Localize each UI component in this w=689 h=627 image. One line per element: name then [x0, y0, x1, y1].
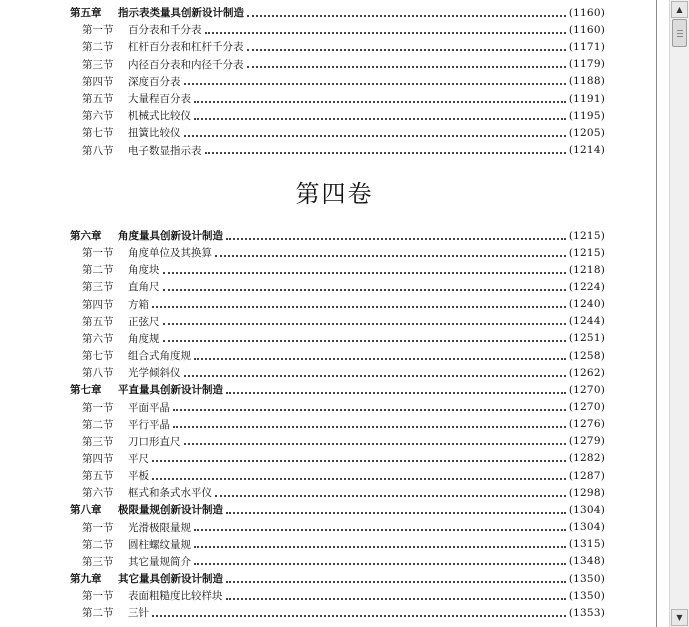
dot-leader: [205, 142, 566, 154]
toc-section-entry[interactable]: [82, 73, 605, 90]
toc-entry-number: 第五章: [70, 7, 102, 19]
arrow-down-icon: ▼: [676, 613, 683, 622]
toc-chapter-entry[interactable]: [70, 227, 605, 244]
toc-section-entry[interactable]: [82, 347, 605, 364]
scroll-thumb[interactable]: [672, 19, 687, 47]
toc-entry-title: 角度块: [128, 264, 160, 277]
toc-entry-title: 平直量具创新设计制造: [118, 384, 223, 397]
dot-leader: [215, 245, 566, 257]
toc-entry-title: 其它量规简介: [128, 555, 191, 568]
toc-entry-number: 第三节: [82, 58, 114, 71]
toc-section-entry[interactable]: [82, 553, 605, 570]
toc-entry-title: 平尺: [128, 452, 149, 465]
dot-leader: [173, 399, 566, 411]
dot-leader: [194, 553, 566, 565]
volume-title: 第四卷: [295, 180, 374, 208]
toc-entry-title: 电子数显指示表: [128, 144, 202, 157]
toc-entry-number: 第三节: [82, 281, 114, 294]
toc-entry-number: 第一节: [82, 401, 114, 414]
toc-entry-title: 光学倾斜仪: [128, 367, 181, 380]
toc-section-entry[interactable]: [82, 604, 605, 621]
toc-entry-page: (1195): [568, 109, 605, 122]
toc-entry-title: 百分表和千分表: [128, 24, 202, 37]
dot-leader: [247, 56, 566, 68]
toc-entry-title: 机械式比较仪: [128, 110, 191, 123]
toc-entry-title: 光滑极限量规: [128, 521, 191, 534]
toc-entry-page: (1191): [568, 92, 605, 105]
toc-section-entry[interactable]: [82, 433, 605, 450]
toc-entry-title: 刀口形直尺: [128, 435, 181, 448]
dot-leader: [215, 485, 566, 497]
toc-entry-page: (1270): [568, 401, 605, 413]
toc-entry-title: 直角尺: [128, 281, 160, 294]
toc-section-entry[interactable]: [82, 330, 605, 347]
dot-leader: [194, 536, 566, 548]
toc-section-entry[interactable]: [82, 587, 605, 604]
toc-entry-number: 第四节: [82, 298, 114, 311]
toc-entry-number: 第九章: [70, 573, 102, 585]
toc-section-entry[interactable]: [82, 536, 605, 553]
toc-section-entry[interactable]: [82, 56, 605, 73]
dot-leader: [163, 313, 566, 325]
toc-entry-title: 组合式角度规: [128, 350, 191, 363]
dot-leader: [163, 262, 566, 274]
toc-section-entry[interactable]: [82, 313, 605, 330]
toc-entry-page: (1240): [568, 298, 605, 311]
toc-entry-number: 第一节: [82, 24, 114, 37]
dot-leader: [163, 330, 566, 342]
toc-entry-number: 第八章: [70, 504, 102, 517]
toc-entry-number: 第二节: [82, 41, 114, 54]
toc-entry-page: (1205): [568, 126, 605, 139]
toc-entry-number: 第三节: [82, 555, 114, 568]
dot-leader: [226, 382, 566, 394]
toc-chapter-entry[interactable]: [70, 501, 605, 518]
toc-entry-title: 平板: [128, 470, 149, 483]
vertical-scrollbar[interactable]: [669, 0, 689, 627]
toc-entry-title: 圆柱螺纹量规: [128, 538, 191, 551]
toc-entry-title: 深度百分表: [128, 75, 181, 88]
grip-line: [677, 30, 683, 31]
toc-entry-page: (1188): [568, 75, 605, 88]
dot-leader: [152, 605, 566, 617]
dot-leader: [205, 22, 566, 34]
toc-entry-title: 角度量具创新设计制造: [118, 230, 223, 242]
toc-section-entry[interactable]: [82, 107, 605, 124]
page-edge: [656, 0, 670, 627]
toc-section-entry[interactable]: [82, 21, 605, 38]
toc-section-entry[interactable]: [82, 399, 605, 416]
toc-entry-number: 第七节: [82, 127, 114, 140]
dot-leader: [194, 91, 566, 103]
dot-leader: [226, 588, 566, 600]
toc-entry-page: (1160): [568, 23, 605, 36]
toc-entry-page: (1276): [568, 418, 605, 431]
toc-entry-page: (1224): [568, 280, 605, 293]
dot-leader: [184, 73, 566, 85]
toc-entry-number: 第一节: [82, 521, 114, 534]
dot-leader: [226, 502, 566, 514]
toc-entry-number: 第二节: [82, 264, 114, 277]
toc-entry-title: 扭簧比较仪: [128, 127, 181, 140]
toc-entry-title: 平行平晶: [128, 418, 170, 431]
toc-section-entry[interactable]: [82, 38, 605, 55]
toc-chapter-entry[interactable]: [70, 4, 605, 21]
dot-leader: [194, 348, 566, 360]
toc-entry-page: (1350): [568, 572, 605, 585]
toc-entry-page: (1279): [568, 435, 605, 448]
toc-entry-number: 第二节: [82, 538, 114, 551]
dot-leader: [152, 450, 566, 462]
toc-entry-number: 第四节: [82, 75, 114, 88]
toc-entry-number: 第一节: [82, 247, 114, 260]
toc-entry-title: 内径百分表和内径千分表: [128, 58, 244, 71]
toc-entry-title: 框式和条式水平仪: [128, 487, 212, 500]
scroll-up-button[interactable]: [671, 1, 688, 18]
toc-section-entry[interactable]: [82, 450, 605, 467]
toc-section-entry[interactable]: [82, 90, 605, 107]
toc-entry-page: (1304): [568, 521, 605, 534]
toc-entry-page: (1270): [568, 383, 605, 396]
dot-leader: [226, 228, 566, 240]
dot-leader: [152, 468, 566, 480]
toc-entry-page: (1171): [568, 40, 605, 53]
scroll-down-button[interactable]: [671, 609, 688, 626]
toc-entry-title: 角度单位及其换算: [128, 247, 212, 260]
toc-section-entry[interactable]: [82, 142, 605, 159]
toc-entry-page: (1215): [568, 246, 605, 259]
toc-entry-number: 第四节: [82, 452, 114, 465]
toc-entry-number: 第六节: [82, 110, 114, 123]
toc-section-entry[interactable]: [82, 261, 605, 278]
toc-section-entry[interactable]: [82, 467, 605, 484]
toc-entry-page: (1315): [568, 538, 605, 551]
toc-entry-page: (1258): [568, 349, 605, 362]
dot-leader: [152, 296, 566, 308]
dot-leader: [194, 519, 566, 531]
toc-entry-page: (1262): [568, 366, 605, 379]
toc-entry-title: 正弦尺: [128, 315, 160, 328]
toc-entry-title: 角度规: [128, 332, 160, 345]
toc-chapter-entry[interactable]: [70, 381, 605, 398]
toc-entry-number: 第六节: [82, 332, 114, 345]
toc-entry-title: 指示表类量具创新设计制造: [118, 7, 244, 19]
toc-entry-page: (1160): [568, 6, 605, 19]
toc-section-entry[interactable]: [82, 124, 605, 141]
dot-leader: [247, 5, 566, 17]
dot-leader: [194, 108, 566, 120]
toc-entry-page: (1244): [568, 315, 605, 328]
toc-entry-number: 第一节: [82, 590, 114, 603]
dot-leader: [247, 39, 566, 51]
toc-entry-number: 第二节: [82, 418, 114, 431]
toc-section-entry[interactable]: [82, 416, 605, 433]
toc-entry-page: (1251): [568, 332, 605, 345]
toc-entry-title: 极限量规创新设计制造: [118, 504, 223, 517]
dot-leader: [173, 416, 566, 428]
toc-chapter-entry[interactable]: [70, 570, 605, 587]
toc-entry-page: (1348): [568, 555, 605, 568]
dot-leader: [163, 279, 566, 291]
toc-entry-page: (1218): [568, 263, 605, 276]
toc-entry-page: (1298): [568, 486, 605, 499]
toc-entry-page: (1179): [568, 58, 605, 71]
toc-entry-number: 第二节: [82, 607, 114, 620]
toc-entry-page: (1304): [568, 503, 605, 516]
toc-section-entry[interactable]: [82, 296, 605, 313]
toc-entry-number: 第八节: [82, 367, 114, 380]
toc-entry-number: 第六节: [82, 487, 114, 500]
toc-section-entry[interactable]: [82, 364, 605, 381]
toc-entry-page: (1215): [568, 229, 605, 242]
dot-leader: [226, 571, 566, 583]
toc-entry-page: (1287): [568, 469, 605, 482]
grip-line: [677, 33, 683, 34]
toc-entry-title: 其它量具创新设计制造: [118, 573, 223, 585]
toc-entry-number: 第三节: [82, 435, 114, 448]
toc-entry-page: (1214): [568, 144, 605, 157]
toc-entry-number: 第七节: [82, 350, 114, 363]
dot-leader: [184, 365, 566, 377]
toc-entry-title: 平面平晶: [128, 401, 170, 414]
toc-section-entry[interactable]: [82, 278, 605, 295]
toc-entry-number: 第七章: [70, 384, 102, 397]
dot-leader: [184, 433, 566, 445]
toc-entry-page: (1282): [568, 452, 605, 465]
toc-entry-title: 表面粗糙度比较样块: [128, 590, 223, 603]
toc-entry-title: 杠杆百分表和杠杆千分表: [128, 41, 244, 54]
toc-section-entry[interactable]: [82, 244, 605, 261]
dot-leader: [184, 125, 566, 137]
toc-entry-title: 三针: [128, 607, 149, 620]
toc-entry-page: (1353): [568, 606, 605, 619]
toc-entry-number: 第八节: [82, 144, 114, 157]
toc-section-entry[interactable]: [82, 519, 605, 536]
toc-section-entry[interactable]: [82, 484, 605, 501]
toc-entry-number: 第五节: [82, 93, 114, 105]
toc-entry-number: 第五节: [82, 315, 114, 328]
toc-entry-number: 第六章: [70, 230, 102, 242]
toc-entry-title: 大量程百分表: [128, 93, 191, 105]
toc-entry-title: 方箱: [128, 298, 149, 311]
arrow-up-icon: ▲: [676, 5, 683, 14]
toc-entry-number: 第五节: [82, 470, 114, 483]
grip-line: [677, 36, 683, 37]
toc-entry-page: (1350): [568, 589, 605, 602]
